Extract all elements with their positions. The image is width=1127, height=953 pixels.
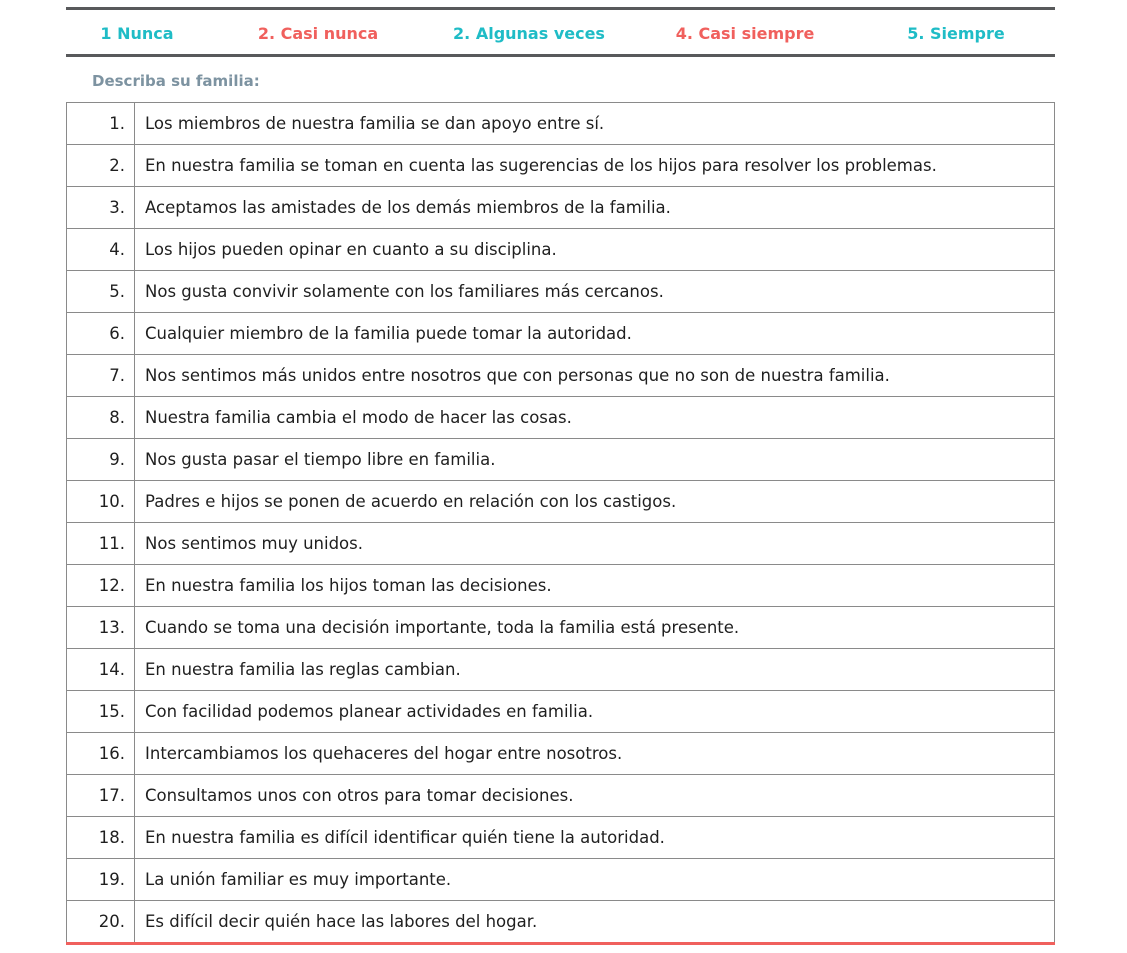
table-row <box>67 187 1055 229</box>
item-statement: Nos sentimos más unidos entre nosotros que con personas que no son de nuestra familia. <box>135 355 1055 397</box>
table-row <box>67 481 1055 523</box>
item-statement: Intercambiamos los quehaceres del hogar entre nosotros. <box>135 733 1055 775</box>
item-statement: Con facilidad podemos planear actividades en familia. <box>135 691 1055 733</box>
item-statement: Cuando se toma una decisión importante, toda la familia está presente. <box>135 607 1055 649</box>
table-row <box>67 859 1055 901</box>
scale-option-1: 1 Nunca <box>100 24 174 43</box>
table-row <box>67 397 1055 439</box>
item-statement: Nos sentimos muy unidos. <box>135 523 1055 565</box>
table-row <box>67 817 1055 859</box>
item-number: 15. <box>67 691 135 733</box>
bottom-rule <box>66 942 1055 945</box>
item-statement: Nuestra familia cambia el modo de hacer las cosas. <box>135 397 1055 439</box>
item-number: 12. <box>67 565 135 607</box>
item-number: 17. <box>67 775 135 817</box>
questionnaire-body <box>67 103 1055 943</box>
item-number: 1. <box>67 103 135 145</box>
item-statement: En nuestra familia los hijos toman las decisiones. <box>135 565 1055 607</box>
item-number: 2. <box>67 145 135 187</box>
item-statement: Cualquier miembro de la familia puede tomar la autoridad. <box>135 313 1055 355</box>
item-number: 10. <box>67 481 135 523</box>
item-statement: En nuestra familia las reglas cambian. <box>135 649 1055 691</box>
response-scale-header <box>66 7 1055 57</box>
section-label: Describa su familia: <box>92 72 260 90</box>
table-row <box>67 523 1055 565</box>
table-row <box>67 103 1055 145</box>
item-number: 7. <box>67 355 135 397</box>
item-number: 6. <box>67 313 135 355</box>
item-statement: Los hijos pueden opinar en cuanto a su disciplina. <box>135 229 1055 271</box>
item-number: 16. <box>67 733 135 775</box>
item-statement: Los miembros de nuestra familia se dan apoyo entre sí. <box>135 103 1055 145</box>
questionnaire-table <box>66 102 1055 943</box>
table-row <box>67 649 1055 691</box>
table-row <box>67 229 1055 271</box>
table-row <box>67 901 1055 943</box>
item-statement: Nos gusta pasar el tiempo libre en familia. <box>135 439 1055 481</box>
item-number: 8. <box>67 397 135 439</box>
table-row <box>67 607 1055 649</box>
item-statement: En nuestra familia se toman en cuenta las sugerencias de los hijos para resolver los problemas. <box>135 145 1055 187</box>
scale-option-4: 4. Casi siempre <box>675 24 815 43</box>
item-number: 3. <box>67 187 135 229</box>
item-number: 20. <box>67 901 135 943</box>
table-row <box>67 565 1055 607</box>
item-number: 5. <box>67 271 135 313</box>
item-statement: La unión familiar es muy importante. <box>135 859 1055 901</box>
table-row <box>67 355 1055 397</box>
table-row <box>67 271 1055 313</box>
item-number: 4. <box>67 229 135 271</box>
item-statement: Es difícil decir quién hace las labores del hogar. <box>135 901 1055 943</box>
scale-option-3: 2. Algunas veces <box>453 24 605 43</box>
item-statement: Aceptamos las amistades de los demás miembros de la familia. <box>135 187 1055 229</box>
item-number: 13. <box>67 607 135 649</box>
table-row <box>67 439 1055 481</box>
scale-option-5: 5. Siempre <box>907 24 1005 43</box>
table-row <box>67 145 1055 187</box>
scale-option-2: 2. Casi nunca <box>257 24 379 43</box>
table-row <box>67 313 1055 355</box>
item-number: 18. <box>67 817 135 859</box>
item-number: 14. <box>67 649 135 691</box>
item-statement: Padres e hijos se ponen de acuerdo en relación con los castigos. <box>135 481 1055 523</box>
item-number: 19. <box>67 859 135 901</box>
item-number: 11. <box>67 523 135 565</box>
table-row <box>67 691 1055 733</box>
table-row <box>67 733 1055 775</box>
item-statement: Nos gusta convivir solamente con los familiares más cercanos. <box>135 271 1055 313</box>
item-statement: En nuestra familia es difícil identificar quién tiene la autoridad. <box>135 817 1055 859</box>
item-number: 9. <box>67 439 135 481</box>
item-statement: Consultamos unos con otros para tomar decisiones. <box>135 775 1055 817</box>
table-row <box>67 775 1055 817</box>
